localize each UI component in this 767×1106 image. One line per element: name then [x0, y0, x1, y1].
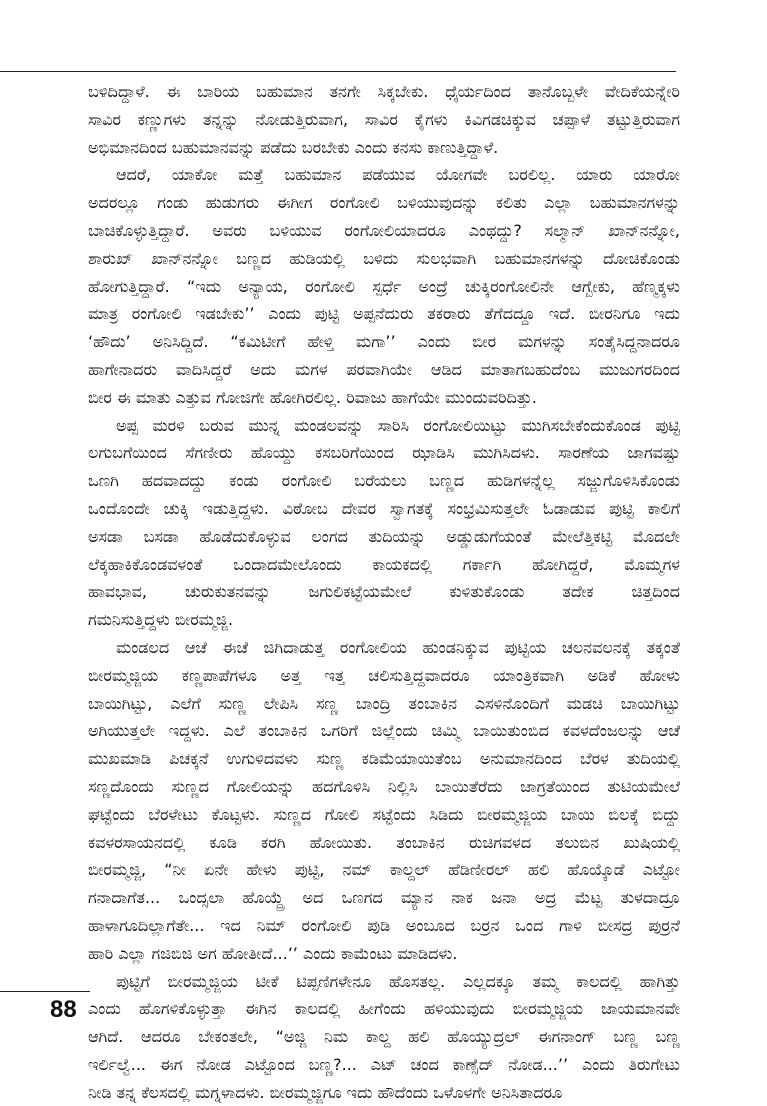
text-line: ಬಾಯಿಗಿಟ್ಟು, ಎಲೆಗೆ ಸುಣ್ಣ ಲೇಪಿಸಿ ಸಣ್ಣ ಬಾಂದ್ರಿ ತಂಬಾಕಿನ ಎಸಳಿನೊಂದಿಗೆ ಮಡಚಿ ಬಾಯಿಗಿಟ್ಟು: [88, 690, 680, 718]
text-line: ಅಭಿಮಾನದಿಂದ ಬಹುಮಾನವನ್ನು ಪಡೆದು ಬರಬೇಕು ಎಂದು ಕನಸು ಕಾಣುತ್ತಿದ್ದಾಳೆ.: [88, 134, 680, 162]
text-line: ಮಾತ್ರ ರಂಗೋಲಿ ಇಡಬೇಕು’’ ಎಂದು ಪುಟ್ಟಿ ಅಪ್ಪನೆದುರು ತಕರಾರು ತೆಗೆದದ್ದೂ ಇದೆ. ಬೀರನಿಗೂ ಇದು: [88, 300, 680, 328]
page-body: [88, 78, 680, 1106]
page-number: 88: [50, 996, 77, 1024]
text-line: ‘ಹೌದು’ ಅನಿಸಿದ್ದಿದೆ. “ಕಮಿಟೀಗೆ ಹೇಳ್ತಿ ಮಗಾ’’ ಎಂದು ಬೀರ ಮಗಳನ್ನು ಸಂತೈಸಿದ್ದನಾದರೂ: [88, 328, 680, 356]
text-line: ಹಾಗೇನಾದರು ವಾದಿಸಿದ್ದರೆ ಅದು ಮಗಳ ಪರವಾಗಿಯೇ ಆಡಿದ ಮಾತಾಗಬಹುದೆಂಬ ಮುಜುಗರದಿಂದ: [88, 356, 680, 384]
text-line: ಎಂದು ಹೊಗಳಿಕೊಳ್ಳುತ್ತಾ ಈಗಿನ ಕಾಲದಲ್ಲಿ ಹೀಗೆಂದು ಹಳಿಯುವುದು ಬೀರಮ್ಮಜ್ಜಿಯ ಜಾಯಮಾನವೇ: [88, 995, 680, 1023]
top-rule: [0, 71, 676, 72]
text-line: ಬೀರ ಈ ಮಾತು ಎತ್ತುವ ಗೋಜಿಗೇ ಹೋಗಿರಲಿಲ್ಲ. ರಿವಾಜು ಹಾಗೆಯೇ ಮುಂದುವರಿದಿತ್ತು.: [88, 384, 680, 412]
text-line: ಬೀರಮ್ಮಜ್ಜಿಯ ಕಣ್ಣಪಾಪೆಗಳೂ ಅತ್ತ ಇತ್ತ ಚಲಿಸುತ್ತಿದ್ದವಾದರೂ ಯಾಂತ್ರಿಕವಾಗಿ ಅಡಿಕೆ ಹೋಳು: [88, 662, 680, 690]
text-line: ಕವಳರಸಾಯನದಲ್ಲಿ ಕೂಡಿ ಕರಗಿ ಹೋಯಿತು. ತಂಬಾಕಿನ ರುಚಿಗವಳದ ತಲುಬಿನ ಖುಷಿಯಲ್ಲಿ: [88, 829, 680, 857]
text-line: ಅಸಡಾ ಬಸಡಾ ಹೊಡೆದುಕೊಳ್ಳುವ ಲಂಗದ ತುದಿಯನ್ನು ಅಡ್ಡುಡುಗೆಯಂತೆ ಮೇಲೆತ್ತಿಕಟ್ಟಿ ಮೊದಲೇ: [88, 523, 680, 551]
text-line: ಪುಟ್ಟಿಗೆ ಬೀರಮ್ಮಜ್ಜಿಯ ಟೀಕೆ ಟಿಪ್ಪಣಿಗಳೇನೂ ಹೊಸತಲ್ಲ. ಎಲ್ಲದಕ್ಕೂ ತಮ್ಮ ಕಾಲದಲ್ಲಿ ಹಾಗಿತ್ತು: [88, 968, 680, 996]
text-line: ಹೋಗುತ್ತಿದ್ದಾರೆ. “ಇದು ಅನ್ಯಾಯ, ರಂಗೋಲಿ ಸ್ಪರ್ಧೆ ಅಂದ್ರೆ ಚುಕ್ಕಿರಂಗೋಲಿನೇ ಆಗ್ಬೇಕು, ಹೆಣ್ಮಕ್ಕಳು: [88, 273, 680, 301]
paragraph: [88, 78, 680, 161]
text-line: ಘಟ್ಟೆಂದು ಬೆರಳೇಟು ಕೊಟ್ಟಳು. ಸುಣ್ಣದ ಗೋಲಿ ಸಟ್ಟೆಂದು ಸಿಡಿದು ಬೀರಮ್ಮಜ್ಜಿಯ ಬಾಯಿ ಬಿಲಕ್ಕೆ ಬಿದ್ದು: [88, 801, 680, 829]
text-line: ಶಾರುಖ್ ಖಾನ್‌ನನ್ನೋ ಬಣ್ಣದ ಹುಡಿಯಲ್ಲಿ ಬಳಿದು ಸುಲಭವಾಗಿ ಬಹುಮಾನಗಳನ್ನು ದೋಚಿಕೊಂಡು: [88, 245, 680, 273]
paragraph: [88, 161, 680, 411]
text-line: ನೀಡಿ ತನ್ನ ಕೆಲಸದಲ್ಲಿ ಮಗ್ನಳಾದಳು. ಬೀರಮ್ಮಜ್ಜಿಗೂ ಇದು ಹೌದೆಂದು ಒಳೊಳಗೇ ಅನಿಸಿತಾದರೂ: [88, 1079, 680, 1106]
text-line: ಇರ್ಲಿಲ್ವೆ... ಈಗ ನೋಡ ಎಟ್ಟೊಂದ ಬಣ್ಣ?... ಎಟ್ ಚಂದ ಕಾಣ್ಸೆದ್ ನೋಡ...’’ ಎಂದು ತಿರುಗೇಟು: [88, 1051, 680, 1079]
text-line: ಬಳಿದಿದ್ದಾಳೆ. ಈ ಬಾರಿಯ ಬಹುಮಾನ ತನಗೇ ಸಿಕ್ಕಬೇಕು. ಧೈರ್ಯದಿಂದ ತಾನೊಬ್ಬಳೇ ವೇದಿಕೆಯನ್ನೇರಿ: [88, 78, 680, 106]
text-line: ಗನಾದಾಗೆತ... ಒಂದ್ಸಲಾ ಹೊಯ್ದ್ರೆ ಅದ ಒಣಗದ ಮ್ಯಾನ ನಾಕ ಜನಾ ಅದ್ರ ಮೆಟ್ಟ ತುಳದಾದ್ರೂ: [88, 884, 680, 912]
text-line: ಗಮನಿಸುತ್ತಿದ್ದಳು ಬೀರಮ್ಮಜ್ಜಿ.: [88, 606, 680, 634]
text-line: ಅದರಲ್ಲೂ ಗಂಡು ಹುಡುಗರು ಈಗೀಗ ರಂಗೋಲಿ ಬಳಿಯುವುದನ್ನು ಕಲಿತು ಎಲ್ಲಾ ಬಹುಮಾನಗಳನ್ನು: [88, 189, 680, 217]
text-line: ಹಾವಭಾವ, ಚುರುಕುತನವನ್ನು ಜಗುಲಿಕಟ್ಟೆಯಮೇಲೆ ಕುಳಿತುಕೊಂಡು ತದೇಕ ಚಿತ್ತದಿಂದ: [88, 578, 680, 606]
text-line: ಆಗಿದೆ. ಆದರೂ ಬೇಕಂತಲೇ, “ಅಜ್ಜಿ ನಿಮ ಕಾಲ್ದ ಹಲಿ ಹೊಯ್ಯುದ್ರಲ್ ಈಗನಾಂಗ್ ಬಣ್ಣ ಬಣ್ಣ: [88, 1023, 680, 1051]
text-line: ಒಣಗಿ ಹದವಾದದ್ದು ಕಂಡು ರಂಗೋಲಿ ಬರೆಯಲು ಬಣ್ಣದ ಹುಡಿಗಳನ್ನೆಲ್ಲ ಸಜ್ಜುಗೊಳಿಸಿಕೊಂಡು: [88, 467, 680, 495]
paragraph: [88, 634, 680, 968]
text-line: ಅಗಿಯುತ್ತಲೇ ಇದ್ದಳು. ಎಲೆ ತಂಬಾಕಿನ ಒಗರಿಗೆ ಜಿಲ್ಲೆಂದು ಚಿಮ್ಮಿ ಬಾಯಿತುಂಬಿದ ಕವಳದೆಂಜಲನ್ನು ಆಚೆ: [88, 717, 680, 745]
text-line: ಬಾಚಿಕೊಳ್ಳುತ್ತಿದ್ದಾರೆ. ಅವರು ಬಳಿಯುವ ರಂಗೋಲಿಯಾದರೂ ಎಂಥದ್ದು? ಸಲ್ಮಾನ್ ಖಾನ್‌ನನ್ನೋ,: [88, 217, 680, 245]
text-line: ಅಪ್ಪ ಮರಳಿ ಬರುವ ಮುನ್ನ ಮಂಡಲವನ್ನು ಸಾರಿಸಿ ರಂಗೋಲಿಯಿಟ್ಟು ಮುಗಿಸಬೇಕೆಂದುಕೊಂಡ ಪುಟ್ಟಿ: [88, 412, 680, 440]
paragraph: [88, 968, 680, 1106]
text-line: ಸಾವಿರ ಕಣ್ಣುಗಳು ತನ್ನನ್ನು ನೋಡುತ್ತಿರುವಾಗ, ಸಾವಿರ ಕೈಗಳು ಕಿವಿಗಡಚಿಕ್ಕುವ ಚಪ್ಪಾಳೆ ತಟ್ಟುತ್ತಿರುವಾಗ: [88, 106, 680, 134]
text-line: ಸಣ್ಣದೊಂದು ಸುಣ್ಣದ ಗೋಲಿಯನ್ನು ಹದಗೊಳಿಸಿ ನಿಲ್ಲಿಸಿ ಬಾಯಿತೆರೆದು ಜಾಗ್ರತೆಯಿಂದ ತುಟಿಯಮೇಲೆ: [88, 773, 680, 801]
page-number-rule: [0, 991, 90, 992]
text-line: ಒಂದೊಂದೇ ಚುಕ್ಕಿ ಇಡುತ್ತಿದ್ದಳು. ವಿಠೋಬ ದೇವರ ಸ್ವಾಗತಕ್ಕೆ ಸಂಭ್ರಮಿಸುತ್ತಲೇ ಓಡಾಡುವ ಪುಟ್ಟಿ ಕಾಲಿಗೆ: [88, 495, 680, 523]
text-line: ಆದರೆ, ಯಾಕೋ ಮತ್ತೆ ಬಹುಮಾನ ಪಡೆಯುವ ಯೋಗವೇ ಬರಲಿಲ್ಲ. ಯಾರು ಯಾರೋ: [88, 161, 680, 189]
text-line: ಲೆಕ್ಕಹಾಕಿಕೊಂಡವಳಂತೆ ಒಂದಾದಮೇಲೊಂದು ಕಾಯಕದಲ್ಲಿ ಗರ್ಕಾಗಿ ಹೋಗಿದ್ದರೆ, ಮೊಮ್ಮಗಳ: [88, 551, 680, 579]
text-line: ಬೀರಮ್ಮಜ್ಜಿ, “ನೀ ಏನೇ ಹೇಳು ಪುಟ್ಟಿ, ನಮ್ ಕಾಲ್ದಲ್ ಹೆಡಿಣೀರಲ್ ಹಲಿ ಹೊಯ್ಕೊಡೆ ಎಟ್ಟೋ: [88, 856, 680, 884]
text-line: ಲಗುಬಗೆಯಿಂದ ಸೆಗಣೀರು ಹೊಯ್ದು ಕಸಬರಿಗೆಯಿಂದ ಝಾಡಿಸಿ ಮುಗಿಸಿದಳು. ಸಾರಣೆಯ ಜಾಗವಷ್ಟು: [88, 439, 680, 467]
text-line: ಮುಖಮಾಡಿ ಪಿಚಕ್ಕನೆ ಉಗುಳಿದವಳು ಸುಣ್ಣ ಕಡಿಮೆಯಾಯಿತೆಂಬ ಅನುಮಾನದಿಂದ ಬೆರಳ ತುದಿಯಲ್ಲಿ: [88, 745, 680, 773]
text-line: ಹಾಳಾಗೂದಿಲ್ಲಾಗೆತೇ... ಇದ ನಿಮ್ ರಂಗೋಲಿ ಪುಡಿ ಅಂಬೂದ ಬರ್ರನ ಒಂದ ಗಾಳಿ ಬೀಸದ್ರ ಪುರ್ರನೆ: [88, 912, 680, 940]
paragraph: [88, 412, 680, 634]
text-line: ಮಂಡಲದ ಆಚೆ ಈಚೆ ಜಿಗಿದಾಡುತ್ತ ರಂಗೋಲಿಯ ಹುಂಡನಿಕ್ಕುವ ಪುಟ್ಟಿಯ ಚಲನವಲನಕ್ಕೆ ತಕ್ಕಂತೆ: [88, 634, 680, 662]
text-line: ಹಾರಿ ಎಲ್ಲಾ ಗಜಿಬಿಜಿ ಅಗ ಹೋತೀದೆ...’’ ಎಂದು ಕಾಮೆಂಟು ಮಾಡಿದಳು.: [88, 940, 680, 968]
